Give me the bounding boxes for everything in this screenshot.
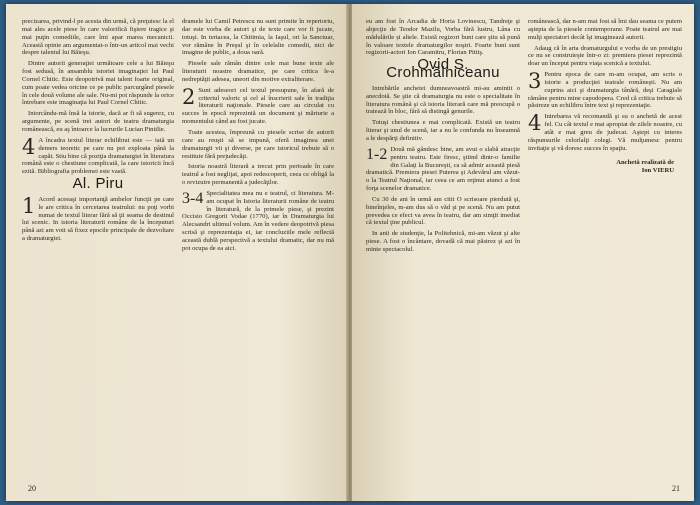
author-heading: Ovid S. Crohmălniceanu xyxy=(386,56,500,82)
paragraph: precizarea, privind-l pe acesta din urmă, că preţuiesc la el mai ales acele piese în care valorifică fişiere tragice şi mai puţin comediile, care îmi apar marea mecanicii. Această opinie am argumentat-o într-un articol mai vechi despre talentul lui Băieşu. xyxy=(22,18,174,57)
answer-text: A încadra textul literar echilibrat este — iată un demers teoretic pe care nu pot exploata până la capăt. Stiu bine că poziţia dramaturgiei în literatura română este o chestiune complicată, la care istoricii încă ezită. Bibliografia problemei este vastă. xyxy=(22,136,174,176)
paragraph: Intorcându-mă însă la istorie, dacă ar fi să sugerez, cu argumente, pe scenă trei autori de teatru dramaturgia românească, eu aş întoarce la lucrurile Lucian Pintilie. xyxy=(22,110,174,133)
paragraph: Dintre autorii generaţiei următoare cele a lui Băieşu fost sedusă, în ansamblu istoriei imaginaţiei lui Paul Cornel Chitic. Este deopotrivă mai talent foarte original, cum poate vedea oricine ce pe public parcurgând piesele în cele două volume ale sale. Nu-mi pot răspunde la orice întrebare este imaginaţia lui Paul Cornel Chitic. xyxy=(22,60,174,107)
signature-author: Ion VIERU xyxy=(641,166,674,174)
paragraph: Totuşi chestiunea e mai complicată. Există un teatru literar şi unul de scenă, iar a nu le confunda nu înseamnă a le despărţi definitiv. xyxy=(366,119,520,142)
question-number: 3-4 xyxy=(182,189,204,207)
question-number: 3 xyxy=(528,69,542,94)
question-number: 1-2 xyxy=(366,145,388,163)
paragraph: Toate acestea, împreună cu piesele scrise de autorii care au reuşit să se impună, oferă imaginea unei dramaturgii vii şi diverse, pe care istoricul trebuie să o restituie fără prejudecăţi. xyxy=(182,128,334,160)
left-column-2 xyxy=(182,18,334,480)
paragraph: In anii de studenţie, la Politehnică, mi-am văzut şi alte piese. A fost o încântare, dovadă că mai păstrez şi azi în minte spectacolul. xyxy=(366,230,520,253)
answer-text: Sunt adeseori cel textul presupune, în afară de criteriul valoric şi cel al înscrierii sale în tradiţia literaturii naţionale. Piesele care au circulat cu succes în epocă reprezintă un document şi mărturie a momentului când au fost jucate. xyxy=(182,86,334,126)
paragraph: românească, dar n-am mai fost să îmi dau seama ce putem aştepta de la piesele contemporane. Poate teatrul are mai mulţi spectatori decât îşi imaginează autorii. xyxy=(528,18,682,41)
paragraph: Adaug că în arta dramaturgului e vorba de un prestigiu ce nu se construieşte într-o zi: premiera piesei reprezintă doar un început pentru viaţa scenică a textului. xyxy=(528,44,682,68)
answer-text: Acord aceeaşi importanţă ambelor funcţii pe care le are critica în cercetarea teatrului: nu poţi vorbi numai de textul literar fără să ţii seama de destinul lui scenic. In istoria literaturii române de la începuturi până azi am voit să fixez epocile principale de dezvoltare a dramaturgiei. xyxy=(22,195,174,243)
signature-line: Anchetă realizată de xyxy=(616,158,674,166)
right-column-2 xyxy=(528,18,682,480)
answer-text: Pentru epoca de care m-am ocupat, am scris o istorie a producţiei teatrale româneşti. Nu am cuprins aici şi dramaturgia tânără, deşi Caragiale rămâne pentru mine capodopera. Cred că critica trebuie să păstreze un echilibru între text şi reprezentaţie. xyxy=(528,71,682,110)
answer-3-4 xyxy=(182,190,334,253)
paragraph: dramele lui Camil Petrescu nu sunt primite în repertoriu, dar este vorba de autori şi de texte care vor fi jucate, totuşi. In tertacea, la Chitimia, la Iaşul, ori la Sanctuar, vor rămâne în Preşul şi în celelalte comedii, nici de imagine de public, a doua oară. xyxy=(182,18,334,57)
answer-1-2 xyxy=(366,146,520,193)
answer-4 xyxy=(22,134,174,176)
answer-1 xyxy=(22,193,174,243)
answer-text: Specialitatea mea nu e teatrul, ci literatura. M-am ocupat în Istoria literaturii române de teatru în literatură, de la primele piese, şi prezint Occisio Gregorii Vodae (1770), iar în Dramaturgia lui Alecsandri ultimul volum. Am în vedere deopotrivă piesa scrisă şi reprezentaţia ei, iar concluziile mele reflectă această dublă perspectivă a textului dramatic, dar nu mă pot ocupa de ea aici. xyxy=(182,189,334,252)
left-page xyxy=(6,4,348,501)
paragraph: Istoria noastră literară a trecut prin perioade în care teatrul a fost neglijat, apoi redescoperit, ceea ce obligă la o revizuire permanentă a judecăţilor. xyxy=(182,163,334,187)
paragraph: eu am fost în Arcadia de Horia Lovinescu, Tandreţe şi abjecţie de Teodor Mazilu, Vorba fără lustru, Lâna cu mădulările și altele. Există regizori buni care ştiu să pună în valoare textele dramaturgilor noştri. Foarte buni sunt regizorii-actori Ion Caramitru, Florian Pittiş. xyxy=(366,18,520,57)
question-number: 2 xyxy=(182,84,196,109)
page-number: 21 xyxy=(672,484,680,493)
answer-text: Două mă gândesc bine, am avut o slabă atracţie pentru teatru. Este firesc, ştiind dintr-o familie din Galaţi la Bucureşti, ca să admir această piesă dramatică. Premiera piesei Puterea şi Adevărul am văzut-o la Teatrul Naţional, iar ceea ce am reţinut atunci a fost forţa scenelor dramatice. xyxy=(366,145,520,193)
right-column-1 xyxy=(366,18,520,480)
author-heading: Al. Piru xyxy=(72,175,124,193)
magazine-spread xyxy=(6,4,694,501)
answer-4 xyxy=(528,113,682,152)
page-number: 20 xyxy=(28,484,36,493)
question-number: 4 xyxy=(528,111,542,136)
left-column-1 xyxy=(22,18,174,480)
paragraph: Intrebările anchetei dumneavoastră mi-au amintit o anecdotă. Se ştie că dramaturgia nu este o specialitate în literatura română şi că istoria literară care mă preocupă o tratează în bloc, fără să distingă genurile. xyxy=(366,84,520,116)
answer-text: Intrebarea vă recomandă şi ea o anchetă de acest fel. Cu cât textul e mai apropiat de zilele noastre, cu atât e mai greu de judecat. Aştept cu interes răspunsurile celorlalţi colegi. Vă mulţumesc pentru invitaţie şi vă doresc succes în spaţiu. xyxy=(528,113,682,152)
answer-2 xyxy=(182,84,334,126)
signature xyxy=(528,159,682,175)
right-page xyxy=(352,4,694,501)
paragraph: Piesele sale rămân dintre cele mai bune texte ale literaturii noastre dramatice, pe care critica le-a nedreptăţit adesea, uneori din motive extraliterare. xyxy=(182,60,334,83)
question-number: 1 xyxy=(22,193,36,218)
question-number: 4 xyxy=(22,134,36,159)
answer-3 xyxy=(528,71,682,110)
paragraph: Cu 30 de ani în urmă am citit O scrisoare pierdută şi, bineînţeles, m-am dus să o văd şi pe scenă. Nu am putut prevedea ce efect va avea în teatru, dar am simţit imediat că textul ţine publicul. xyxy=(366,195,520,227)
